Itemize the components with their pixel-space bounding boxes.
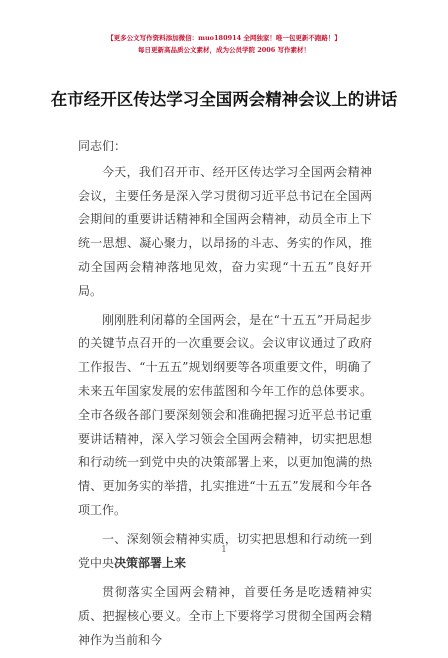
body-paragraph-2: 刚刚胜利闭幕的全国两会，是在“十五五”开局起步的关键节点召开的一次重要会议。会议审议通过了政府工作报告、“十五五”规划纲要等各项重要文件，明确了未来五年国家发展的宏伟蓝图和今年工作的总体要求。全市各级各部门要深刻领会和准确把握习近平总书记重要讲话精神，深入学习领会全国两会精神，切实把思想和行动统一到党中央的决策部署上来，以更加饱满的热情、更加务实的举措，扎实推进“十五五”发展和今年各项工作。	[78, 312, 372, 517]
document-title: 在市经开区传达学习全国两会精神会议上的讲话	[50, 90, 398, 109]
page-number: 1	[221, 545, 227, 555]
section-heading-part-2: 决策部署上来	[114, 555, 187, 570]
body-paragraph-3: 贯彻落实全国两会精神，首要任务是吃透精神实质、把握核心要义。全市上下要将学习贯彻全国两会精神作为当前和今	[78, 585, 372, 647]
promo-banner-line-2: 每日更新高品质公文素材，成为公员学院 2006 写作素材！	[137, 46, 311, 54]
section-heading-part-1: 一、深刻领会精神实质，切实把思想和行动统一到党中央	[78, 531, 372, 570]
document-body	[78, 135, 372, 658]
promo-banner-line-1: 【更多公文写作资料添加微信：muo180914 全网独家！唯一包更新不跑路！】	[107, 34, 341, 42]
body-paragraph-1: 今天，我们召开市、经开区传达学习全国两会精神会议，主要任务是深入学习贯彻习近平总书记在全国两会期间的重要讲话精神和全国两会精神，动员全市上下统一思想、凝心聚力，以昂扬的斗志、务实的作风，推动全国两会精神落地见效，奋力实现“十五五”良好开局。	[78, 164, 372, 298]
greeting: 同志们：	[78, 139, 127, 153]
